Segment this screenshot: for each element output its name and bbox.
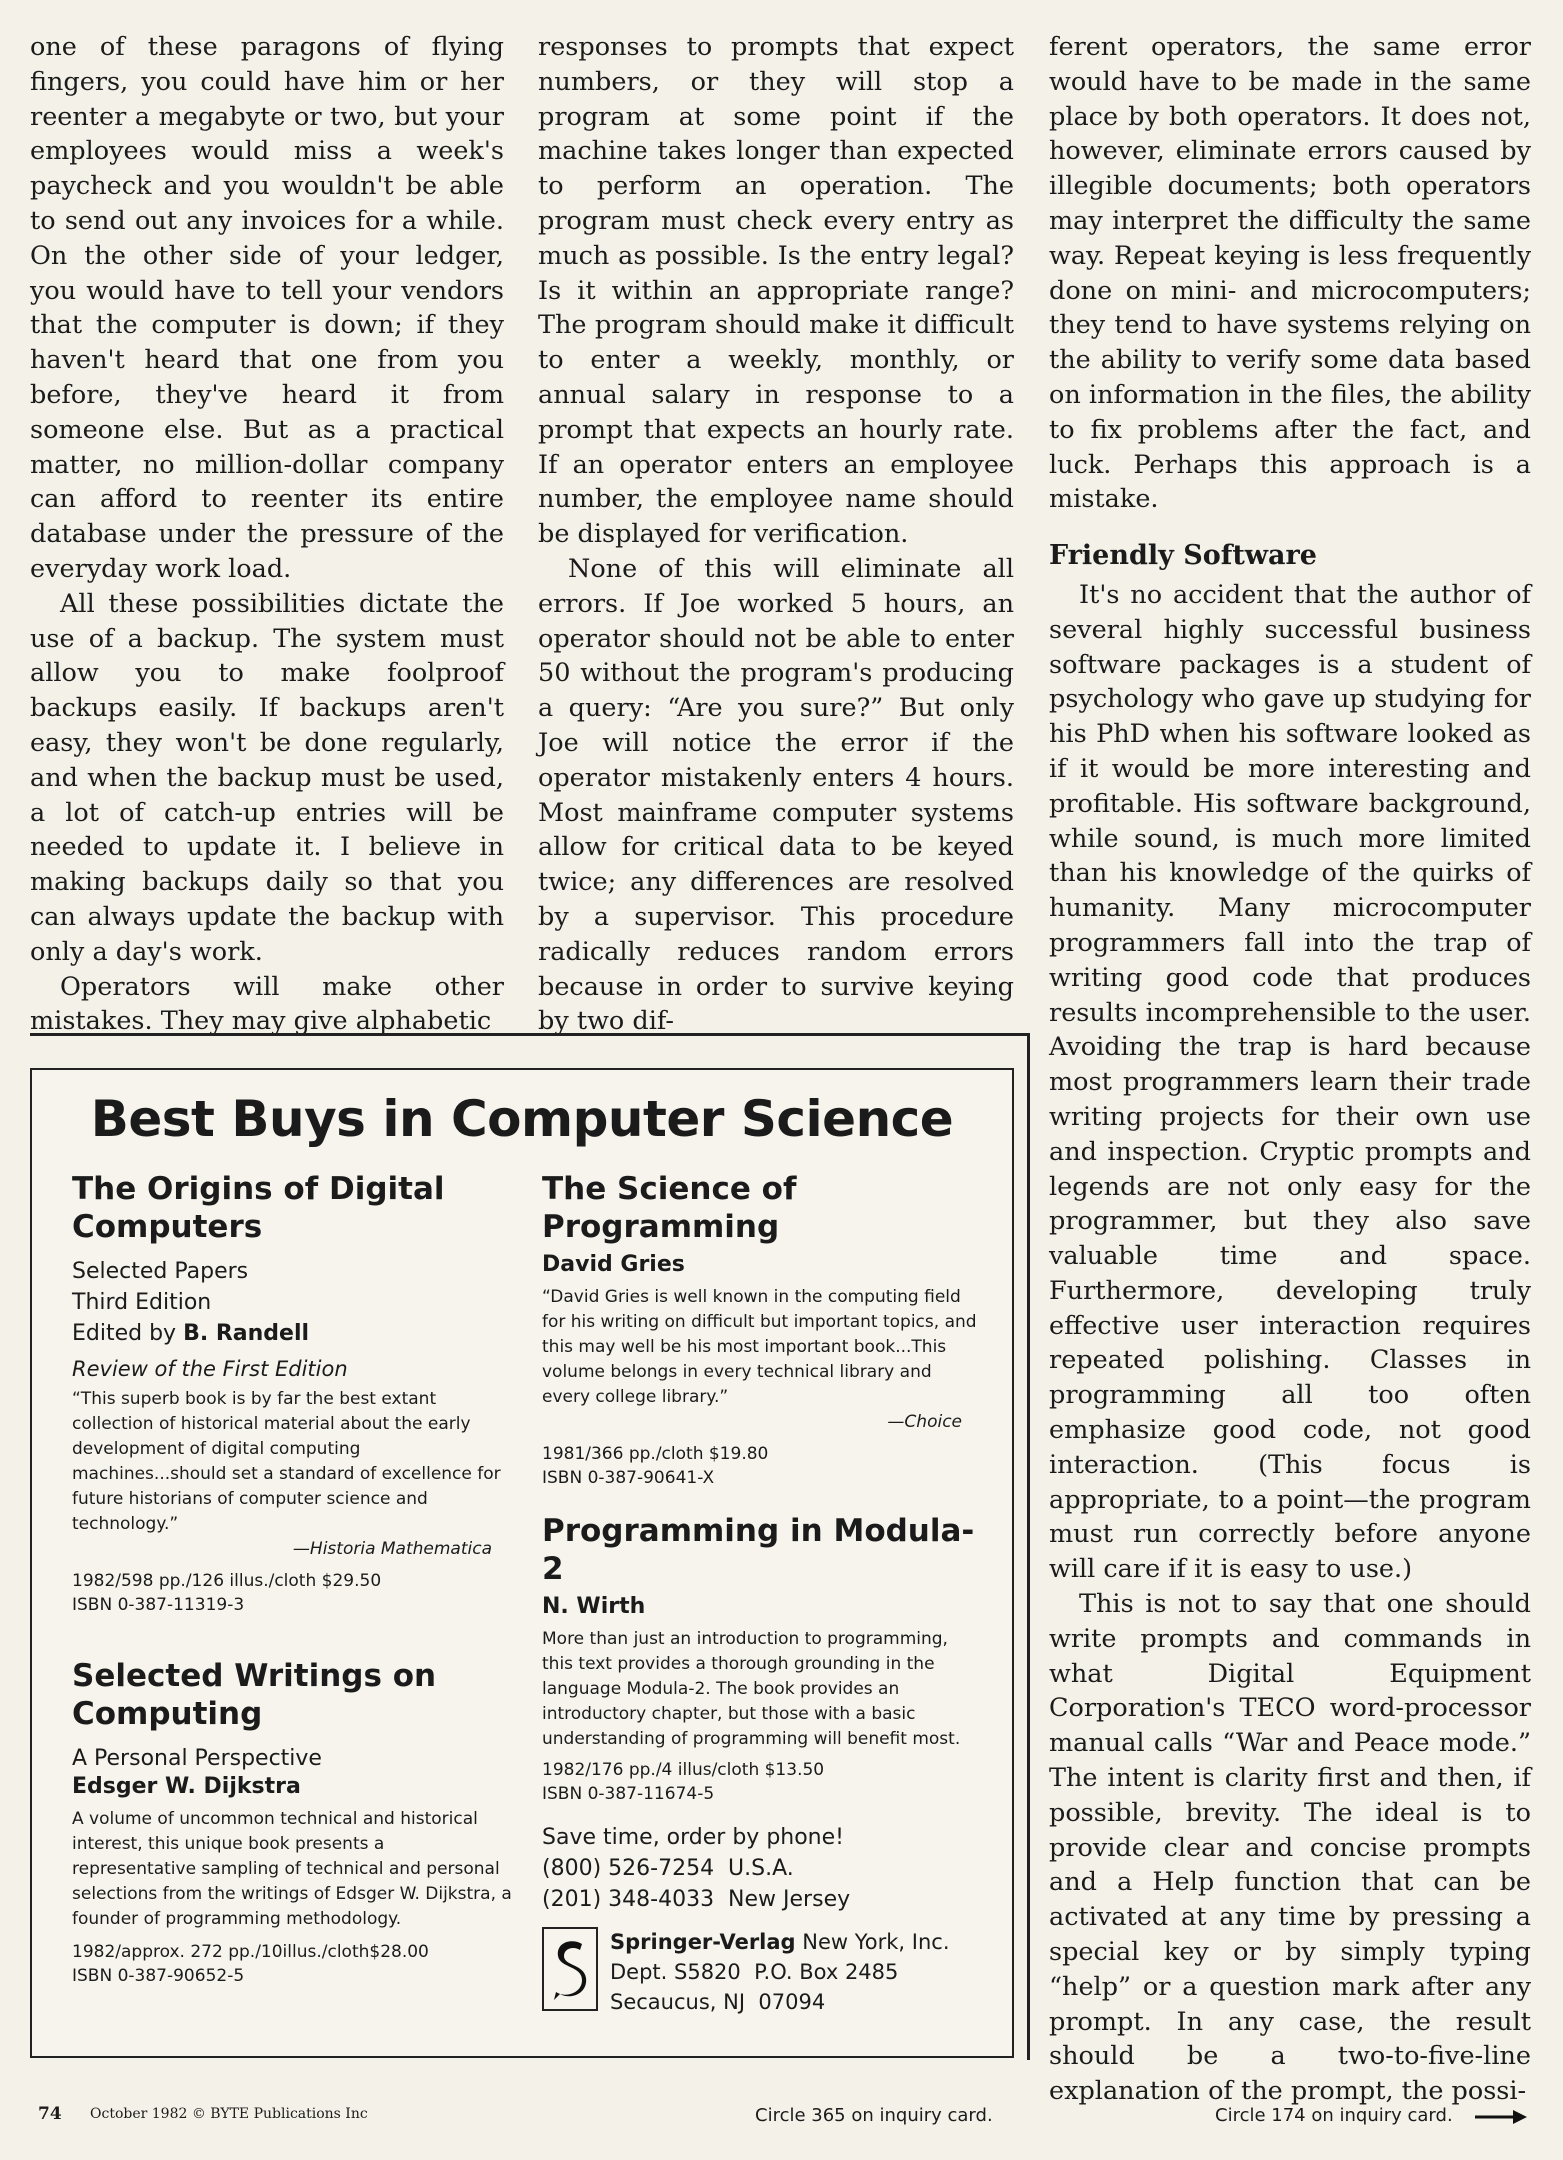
book-isbn: ISBN 0-387-11674-5 [542,1784,715,1804]
ad-title: Best Buys in Computer Science [90,1090,954,1148]
book-edition: Third Edition [72,1290,212,1315]
paragraph: All these possibilities dictate the use of a backup. The system must allow you to make foolproof backups easily. If backups aren't easy, they won't be done regularly, and when the backup must be used, a lot of catch-up entries will be needed to update it. I believe in making backups daily so that you can always update the backup with only a day's work. [30,588,504,967]
paragraph: ferent operators, the same error would have to be made in the same place by both operators. It does not, however, eliminate errors caused by illegible documents; both operators may interpret the difficulty the same way. Repeat keying is less frequently done on mini- and microcomputers; they tend to have systems relying on the ability to verify some data based on information in the files, the ability to fix problems after the fact, and luck. Perhaps this approach is a mistake. [1049,32,1531,515]
book-isbn: ISBN 0-387-90652-5 [72,1966,245,1986]
book-title: The Origins of Digital Computers [72,1171,445,1245]
ad-side-rule [1027,1033,1030,2060]
book-title: Programming in Modula-2 [542,1513,975,1587]
book-author: N. Wirth [542,1594,646,1619]
book-blurb: A volume of uncommon technical and historical interest, this unique book presents a representative sampling of technical and personal selections from the writings of Edsger W. Dijkstra, a founder of programming methodology. [72,1809,512,1929]
book-title: Selected Writings on Computing [72,1658,437,1732]
phone-usa: (800) 526-7254 U.S.A. [542,1856,794,1881]
publisher-street: Secaucus, NJ 07094 [610,1990,826,2014]
publisher-address [610,1927,950,2017]
book-author: David Gries [542,1252,685,1277]
article-column-1 [30,30,504,1039]
advertisement [30,1068,1014,2058]
section-heading: Friendly Software [1049,540,1317,572]
arrow-right-icon [1475,2109,1527,2130]
book-science-of-programming [542,1170,982,1490]
book-pub-info: 1982/176 pp./4 illus/cloth $13.50 [542,1760,825,1780]
paragraph: This is not to say that one should write prompts and commands in what Digital Equipment Corporation's TECO word-processor manual calls “War and Peace mode.” The intent is clarity first and then, if possible, brevity. The ideal is to provide clear and concise prompts and a Help function that can be activated at any time by pressing a special key or by simply typing “help” or a question mark after any prompt. In any case, the result should be a two-to-five-line explanation of the prompt, the possi- [1049,1589,1531,2107]
page-footer [30,2098,1530,2138]
page-number: 74 [38,2104,62,2124]
book-pub-info: 1982/approx. 272 pp./10illus./cloth$28.00 [72,1942,429,1962]
inquiry-note-2: Circle 174 on inquiry card. [1215,2105,1453,2126]
article-column-2 [538,30,1014,1039]
publisher-city: New York, Inc. [795,1930,950,1954]
publisher-name: Springer-Verlag [610,1930,796,1954]
publisher-block [542,1927,982,2017]
book-blurb: “David Gries is well known in the computing field for his writing on difficult but important topics, and this may well be his most important book...This volume belongs in every technical library and every college library.” [542,1287,977,1407]
book-subtitle: A Personal Perspective [72,1746,322,1771]
paragraph: Operators will make other mistakes. They may give alphabetic [30,971,504,1037]
book-selected-writings [72,1657,512,1988]
ad-right-column [542,1170,982,2017]
book-isbn: ISBN 0-387-11319-3 [72,1595,245,1615]
book-subtitle: Selected Papers [72,1259,249,1284]
review-attribution: —Historia Mathematica [292,1539,492,1559]
book-blurb: “This superb book is by far the best extant collection of historical material about the early development of digital computing machines...should set a standard of excellence for future historians of computer science and technology.” [72,1389,501,1534]
ad-left-column [72,1170,512,2028]
book-origins-digital-computers [72,1170,512,1617]
order-info [542,1822,982,1915]
order-prompt: Save time, order by phone! [542,1825,844,1850]
paragraph: It's no accident that the author of several highly successful business software packages is a student of psychology who gave up studying for his PhD when his software looked as if it would be more interesting and profitable. His software background, while sound, is much more limited than his knowledge of the quirks of humanity. Many microcomputer programmers fall into the trap of writing good code that produces results incomprehensible to the user. Avoiding the trap is hard because most programmers learn their trade writing projects for their own use and inspection. Cryptic prompts and legends are not only easy for the programmer, but they also save valuable time and space. Furthermore, developing truly effective user interaction requires repeated polishing. Classes in programming all too often emphasize good code, not good interaction. (This focus is appropriate, to a point—the program must run correctly before anyone will care if it is easy to use.) [1049,579,1531,1585]
book-editor: Edited by B. Randell [72,1321,310,1346]
review-attribution: —Choice [887,1412,962,1432]
review-heading: Review of the First Edition [72,1357,348,1381]
paragraph: None of this will eliminate all errors. If Joe worked 5 hours, an operator should not be able to enter 50 without the program's producing a query: “Are you sure?” But only Joe will notice the error if the operator mistakenly enters 4 hours. Most mainframe computer systems allow for critical data to be keyed twice; any differences are resolved by a supervisor. This procedure radically reduces random errors because in order to survive keying by two dif- [538,553,1014,1037]
book-title: The Science of Programming [542,1171,797,1245]
phone-new-jersey: (201) 348-4033 New Jersey [542,1887,851,1912]
issue-line: October 1982 © BYTE Publications Inc [90,2106,368,2122]
paragraph: one of these paragons of flying fingers, you could have him or her reenter a megabyte or two, but your employees would miss a week's paycheck and you wouldn't be able to send out any invoices for a while. On the other side of your ledger, you would have to tell your vendors that the computer is down; if they haven't heard that one from you before, they've heard it from someone else. But as a practical matter, no million-dollar company can afford to reenter its entire database under the pressure of the everyday work load. [30,32,504,584]
article-column-3 [1049,30,1531,2109]
book-pub-info: 1981/366 pp./cloth $19.80 [542,1444,769,1464]
book-programming-in-modula-2 [542,1512,982,1806]
book-blurb: More than just an introduction to programming, this text provides a thorough grounding in the language Modula-2. The book provides an introductory chapter, but those with a basic understanding of programming will benefit most. [542,1629,961,1749]
inquiry-note-1: Circle 365 on inquiry card. [755,2105,993,2126]
springer-logo-icon [542,1927,598,2011]
publisher-dept: Dept. S5820 P.O. Box 2485 [610,1960,899,1984]
book-author: Edsger W. Dijkstra [72,1774,301,1799]
book-pub-info: 1982/598 pp./126 illus./cloth $29.50 [72,1571,382,1591]
ad-top-rule [30,1033,1029,1036]
book-isbn: ISBN 0-387-90641-X [542,1468,715,1488]
paragraph: responses to prompts that expect numbers, or they will stop a program at some point if the machine takes longer than expected to perform an operation. The program must check every entry as much as possible. Is the entry legal? Is it within an appropriate range? The program should make it difficult to enter a weekly, monthly, or annual salary in response to a prompt that expects an hourly rate. If an operator enters an employee number, the employee name should be displayed for verification. [538,32,1014,550]
